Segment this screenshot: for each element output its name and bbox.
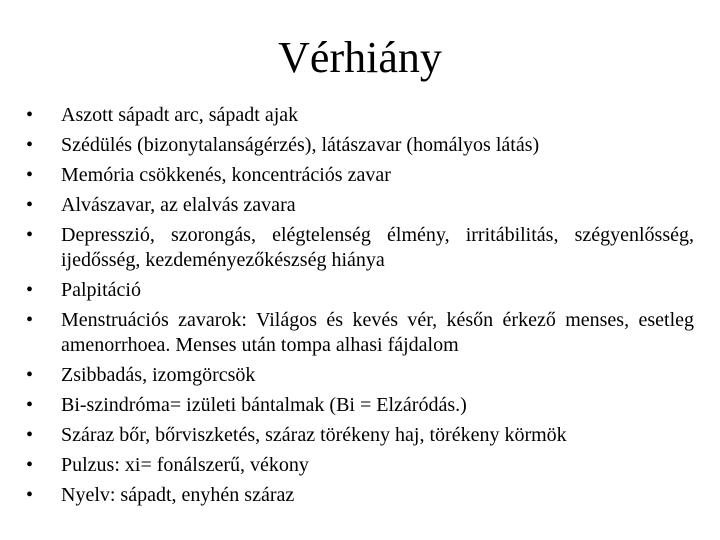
- bullet-item: [26, 133, 694, 158]
- bullet-item: [26, 483, 694, 508]
- bullet-text: Alvászavar, az elalvás zavara: [61, 194, 296, 216]
- bullet-text: Menstruációs zavarok: Világos és kevés vér, későn érkező menses, esetleg amenorrhoea. Menses után tompa alhasi fájdalom: [61, 309, 694, 356]
- bullet-text: Aszott sápadt arc, sápadt ajak: [61, 104, 299, 126]
- bullet-item: [26, 278, 694, 303]
- bullet-item: [26, 308, 694, 358]
- bullet-text: Bi-szindróma= izületi bántalmak (Bi = Elzáródás.): [61, 394, 467, 416]
- bullet-dot-icon: •: [26, 309, 34, 331]
- bullet-text: Palpitáció: [61, 279, 141, 301]
- bullet-dot-icon: •: [26, 224, 34, 246]
- bullet-dot-icon: •: [26, 194, 34, 216]
- bullet-item: [26, 163, 694, 188]
- bullet-dot-icon: •: [26, 454, 34, 476]
- bullet-dot-icon: •: [26, 279, 34, 301]
- bullet-dot-icon: •: [26, 364, 34, 386]
- bullet-dot-icon: •: [26, 394, 34, 416]
- bullet-text: Zsibbadás, izomgörcsök: [61, 364, 256, 386]
- bullet-text: Pulzus: xi= fonálszerű, vékony: [61, 454, 309, 476]
- bullet-text: Szédülés (bizonytalanságérzés), látászavar (homályos látás): [61, 134, 540, 156]
- bullet-dot-icon: •: [26, 134, 34, 156]
- bullet-text: Száraz bőr, bőrviszketés, száraz törékeny haj, törékeny körmök: [61, 424, 567, 446]
- bullet-dot-icon: •: [26, 484, 34, 506]
- bullet-text: Nyelv: sápadt, enyhén száraz: [61, 484, 295, 506]
- bullet-dot-icon: •: [26, 424, 34, 446]
- bullet-text: Memória csökkenés, koncentrációs zavar: [61, 164, 391, 186]
- bullet-item: [26, 193, 694, 218]
- bullet-item: [26, 453, 694, 478]
- bullet-dot-icon: •: [26, 104, 34, 126]
- bullet-item: [26, 393, 694, 418]
- bullet-item: [26, 423, 694, 448]
- bullet-text: Depresszió, szorongás, elégtelenség élmény, irritábilitás, szégyenlősség, ijedősség, kezdeményezőkészség hiánya: [61, 224, 694, 271]
- bullet-item: [26, 223, 694, 273]
- bullet-item: [26, 363, 694, 388]
- slide-title: Vérhiány: [278, 33, 442, 82]
- bullet-list: [26, 103, 694, 513]
- bullet-item: [26, 103, 694, 128]
- bullet-dot-icon: •: [26, 164, 34, 186]
